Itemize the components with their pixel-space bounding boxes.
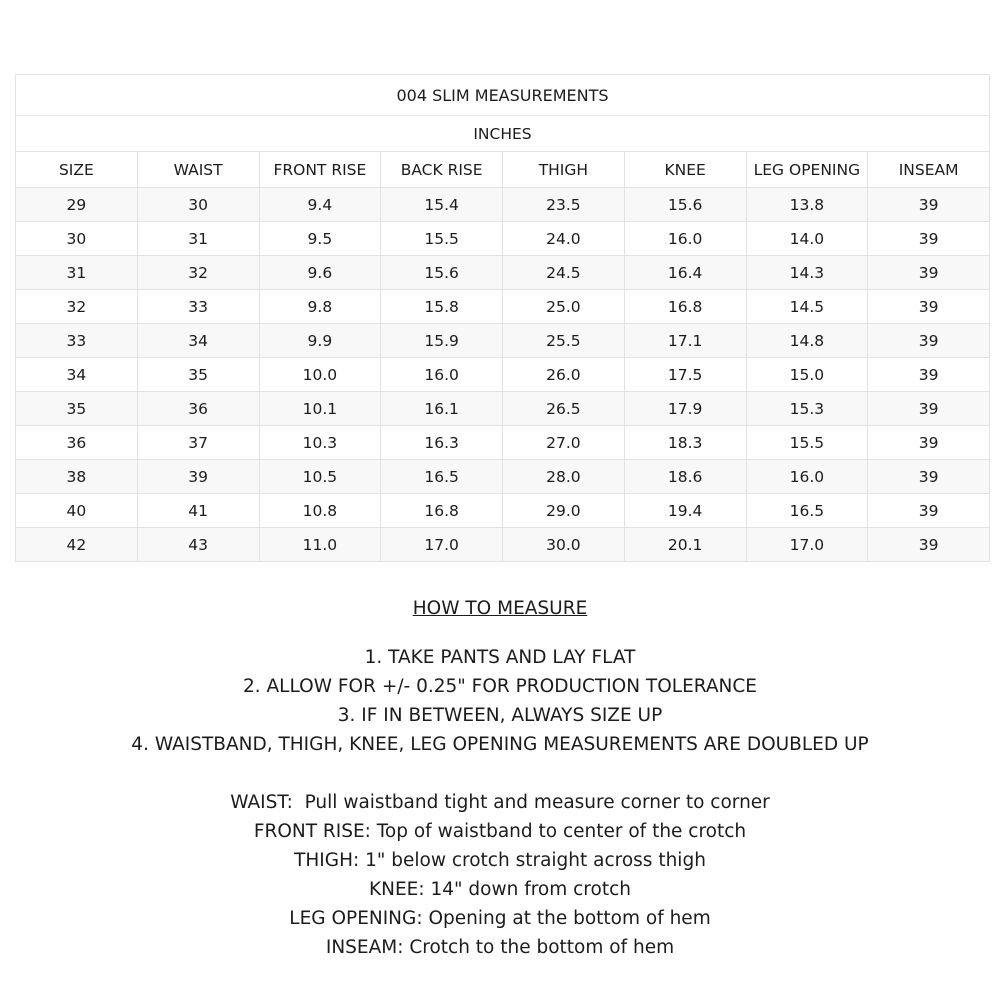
table-cell: 36 <box>137 392 259 426</box>
table-cell: 41 <box>137 494 259 528</box>
table-row <box>16 460 990 494</box>
table-cell: 39 <box>868 290 990 324</box>
definition-item: WAIST: Pull waistband tight and measure corner to corner <box>230 792 770 813</box>
table-cell: 30 <box>16 222 138 256</box>
column-header: SIZE <box>16 152 138 188</box>
table-cell: 39 <box>868 426 990 460</box>
table-cell: 17.1 <box>624 324 746 358</box>
table-cell: 35 <box>16 392 138 426</box>
table-cell: 15.6 <box>381 256 503 290</box>
table-cell: 16.5 <box>746 494 868 528</box>
table-cell: 39 <box>868 256 990 290</box>
table-row <box>16 494 990 528</box>
table-cell: 25.5 <box>503 324 625 358</box>
column-header: BACK RISE <box>381 152 503 188</box>
how-to-measure-title: HOW TO MEASURE <box>412 598 588 619</box>
table-row <box>16 426 990 460</box>
table-cell: 18.3 <box>624 426 746 460</box>
table-cell: 9.4 <box>259 188 381 222</box>
how-to-measure-section <box>0 594 1000 962</box>
table-cell: 32 <box>137 256 259 290</box>
table-cell: 16.0 <box>624 222 746 256</box>
column-header-row <box>16 152 990 188</box>
steps-list <box>0 643 1000 759</box>
column-header: THIGH <box>503 152 625 188</box>
table-cell: 38 <box>16 460 138 494</box>
table-cell: 35 <box>137 358 259 392</box>
table-cell: 16.8 <box>624 290 746 324</box>
table-body <box>16 188 990 562</box>
table-cell: 33 <box>16 324 138 358</box>
table-cell: 37 <box>137 426 259 460</box>
table-row <box>16 324 990 358</box>
table-row <box>16 358 990 392</box>
column-header: LEG OPENING <box>746 152 868 188</box>
table-cell: 34 <box>137 324 259 358</box>
table-cell: 36 <box>16 426 138 460</box>
definition-item: KNEE: 14" down from crotch <box>369 879 631 900</box>
table-cell: 14.5 <box>746 290 868 324</box>
definition-item: LEG OPENING: Opening at the bottom of hem <box>289 908 711 929</box>
table-cell: 26.0 <box>503 358 625 392</box>
table-cell: 28.0 <box>503 460 625 494</box>
table-cell: 39 <box>868 460 990 494</box>
table-row <box>16 290 990 324</box>
column-header: KNEE <box>624 152 746 188</box>
table-cell: 39 <box>868 222 990 256</box>
table-title: 004 SLIM MEASUREMENTS <box>16 75 990 116</box>
table-cell: 39 <box>868 358 990 392</box>
definitions-list <box>0 788 1000 962</box>
table-cell: 15.4 <box>381 188 503 222</box>
table-cell: 15.5 <box>381 222 503 256</box>
table-cell: 33 <box>137 290 259 324</box>
measurements-table <box>15 74 990 562</box>
table-cell: 30 <box>137 188 259 222</box>
table-cell: 9.5 <box>259 222 381 256</box>
definition-item: FRONT RISE: Top of waistband to center of the crotch <box>253 821 747 842</box>
table-row <box>16 188 990 222</box>
table-cell: 16.0 <box>746 460 868 494</box>
table-cell: 39 <box>868 324 990 358</box>
column-header: WAIST <box>137 152 259 188</box>
table-cell: 15.0 <box>746 358 868 392</box>
table-title-row <box>16 75 990 116</box>
table-cell: 16.3 <box>381 426 503 460</box>
column-header: INSEAM <box>868 152 990 188</box>
table-cell: 29 <box>16 188 138 222</box>
table-cell: 15.3 <box>746 392 868 426</box>
table-cell: 10.8 <box>259 494 381 528</box>
step-item: 2. ALLOW FOR +/- 0.25" FOR PRODUCTION TOLERANCE <box>243 676 757 697</box>
table-cell: 15.5 <box>746 426 868 460</box>
table-cell: 17.9 <box>624 392 746 426</box>
table-cell: 15.8 <box>381 290 503 324</box>
table-cell: 14.0 <box>746 222 868 256</box>
table-cell: 10.0 <box>259 358 381 392</box>
table-cell: 9.8 <box>259 290 381 324</box>
definition-item: THIGH: 1" below crotch straight across thigh <box>294 850 706 871</box>
table-cell: 13.8 <box>746 188 868 222</box>
table-cell: 17.0 <box>381 528 503 562</box>
step-item: 1. TAKE PANTS AND LAY FLAT <box>364 647 636 668</box>
table-row <box>16 392 990 426</box>
table-cell: 31 <box>137 222 259 256</box>
table-cell: 18.6 <box>624 460 746 494</box>
table-cell: 17.5 <box>624 358 746 392</box>
table-cell: 17.0 <box>746 528 868 562</box>
table-cell: 23.5 <box>503 188 625 222</box>
table-cell: 43 <box>137 528 259 562</box>
table-cell: 15.9 <box>381 324 503 358</box>
table-cell: 40 <box>16 494 138 528</box>
table-cell: 10.3 <box>259 426 381 460</box>
table-cell: 29.0 <box>503 494 625 528</box>
definition-item: INSEAM: Crotch to the bottom of hem <box>325 937 675 958</box>
table-cell: 25.0 <box>503 290 625 324</box>
table-cell: 16.1 <box>381 392 503 426</box>
step-item: 3. IF IN BETWEEN, ALWAYS SIZE UP <box>337 705 663 726</box>
table-cell: 16.5 <box>381 460 503 494</box>
table-cell: 10.1 <box>259 392 381 426</box>
table-cell: 34 <box>16 358 138 392</box>
table-cell: 39 <box>868 188 990 222</box>
table-cell: 16.0 <box>381 358 503 392</box>
table-cell: 32 <box>16 290 138 324</box>
table-row <box>16 256 990 290</box>
table-cell: 24.5 <box>503 256 625 290</box>
table-cell: 39 <box>137 460 259 494</box>
table-cell: 24.0 <box>503 222 625 256</box>
table-cell: 14.8 <box>746 324 868 358</box>
table-cell: 10.5 <box>259 460 381 494</box>
table-cell: 30.0 <box>503 528 625 562</box>
table-cell: 16.4 <box>624 256 746 290</box>
table-cell: 14.3 <box>746 256 868 290</box>
table-unit: INCHES <box>16 116 990 152</box>
table-cell: 19.4 <box>624 494 746 528</box>
table-cell: 39 <box>868 392 990 426</box>
table-cell: 26.5 <box>503 392 625 426</box>
table-cell: 11.0 <box>259 528 381 562</box>
table-row <box>16 528 990 562</box>
table-cell: 9.6 <box>259 256 381 290</box>
table-cell: 39 <box>868 528 990 562</box>
table-cell: 9.9 <box>259 324 381 358</box>
column-header: FRONT RISE <box>259 152 381 188</box>
table-cell: 20.1 <box>624 528 746 562</box>
table-cell: 39 <box>868 494 990 528</box>
table-cell: 42 <box>16 528 138 562</box>
table-unit-row <box>16 116 990 152</box>
table-cell: 15.6 <box>624 188 746 222</box>
table-cell: 27.0 <box>503 426 625 460</box>
table-cell: 16.8 <box>381 494 503 528</box>
table-cell: 31 <box>16 256 138 290</box>
step-item: 4. WAISTBAND, THIGH, KNEE, LEG OPENING MEASUREMENTS ARE DOUBLED UP <box>131 734 869 755</box>
table-row <box>16 222 990 256</box>
